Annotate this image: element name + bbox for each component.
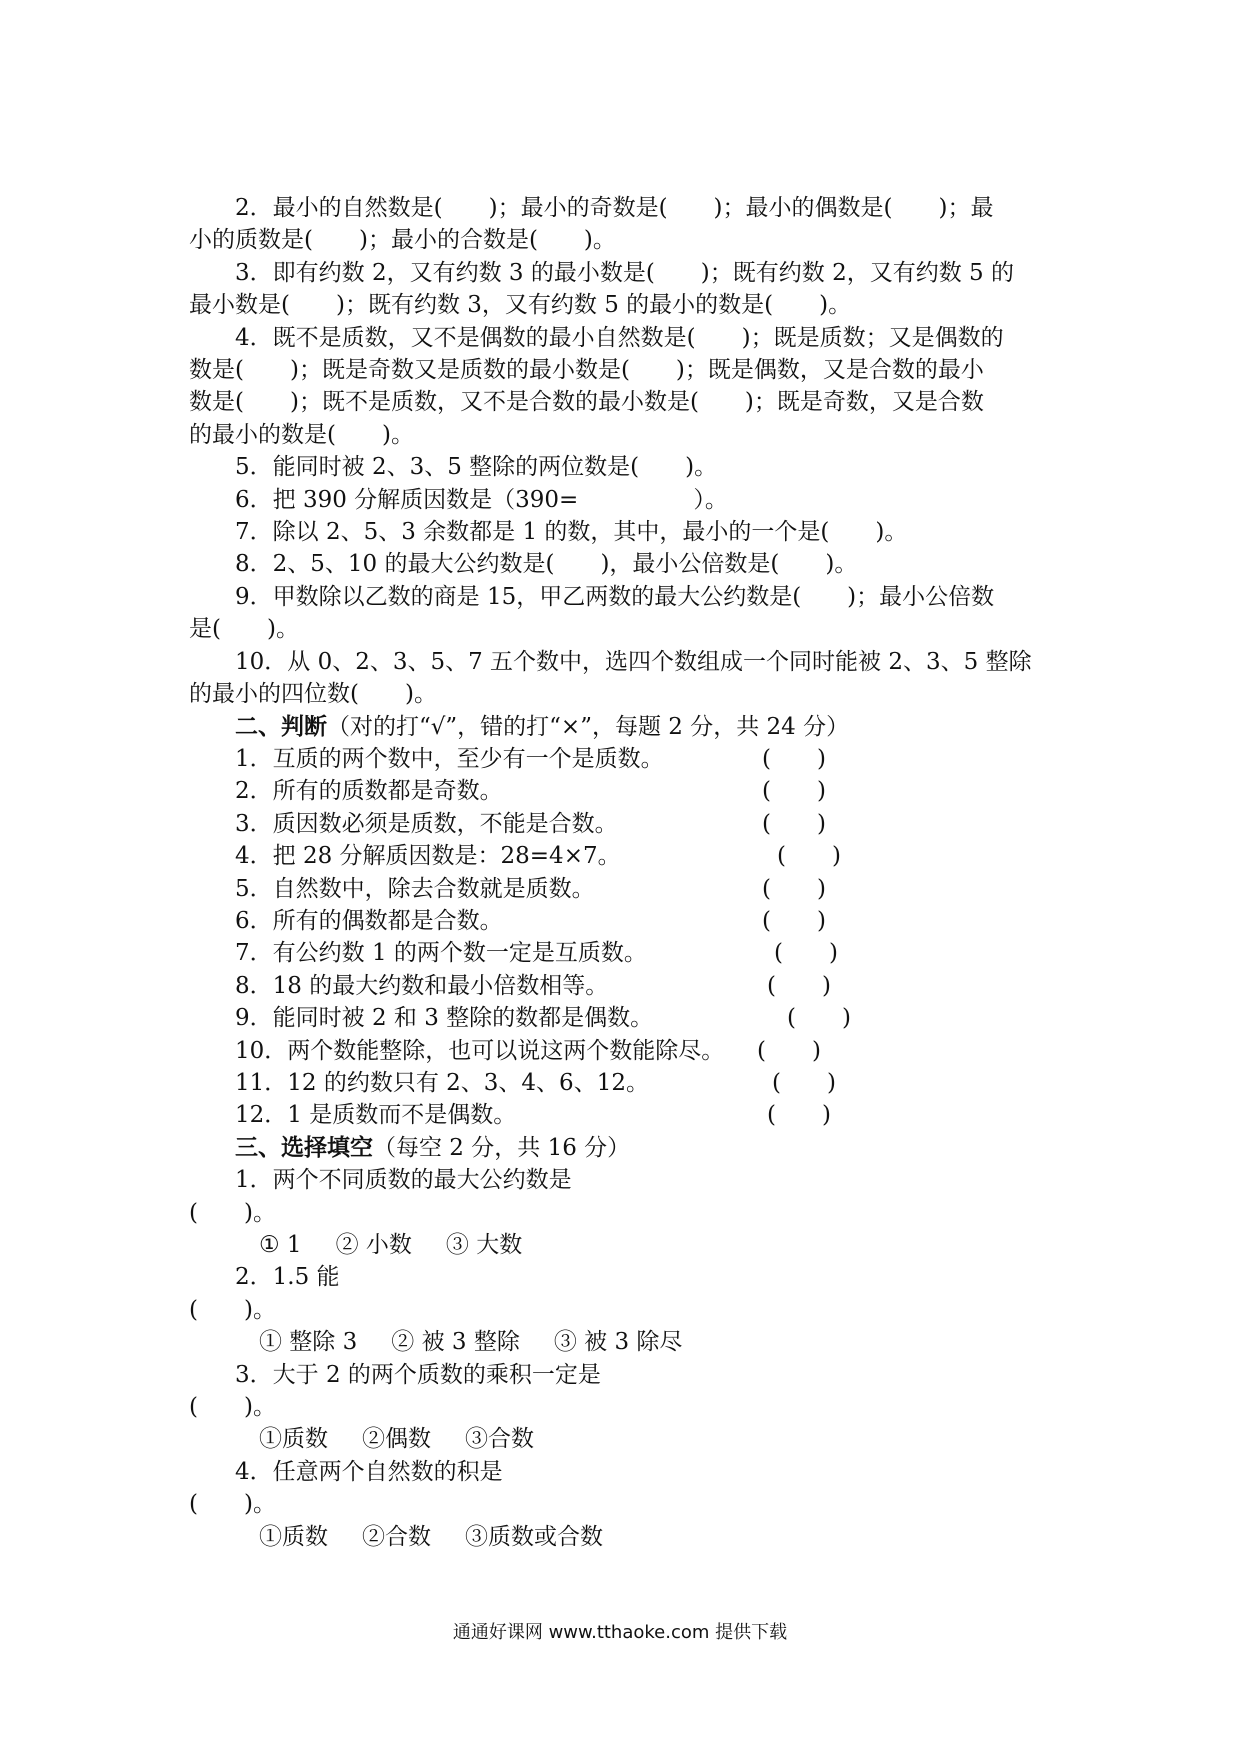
judge-item-text: 1．互质的两个数中，至少有一个是质数。 — [235, 745, 664, 772]
judge-item — [189, 1035, 1059, 1067]
question-line: 2．最小的自然数是( )；最小的奇数是( )；最小的偶数是( )；最 — [235, 195, 994, 221]
page-footer: 通通好课网 www.tthaoke.com 提供下载 — [452, 1622, 788, 1643]
choice-question-1 — [189, 1164, 1059, 1261]
choice-stem: 4．任意两个自然数的积是 — [235, 1458, 503, 1485]
choice-option: ③ 大数 — [445, 1232, 523, 1258]
fill-question-6: 6．把 390 分解质因数是（390= ）。 — [235, 486, 728, 513]
question-line: 10．从 0、2、3、5、7 五个数中，选四个数组成一个同时能被 2、3、5 整除 — [235, 648, 1032, 675]
fill-question-4 — [189, 322, 1059, 452]
judge-item-text: 2．所有的质数都是奇数。 — [235, 778, 503, 805]
judge-item — [189, 1067, 1059, 1099]
question-line: 9．甲数除以乙数的商是 15，甲乙两数的最大公约数是( )；最小公倍数 — [235, 583, 995, 610]
choice-option: ②合数 — [362, 1523, 431, 1550]
judge-item-text: 10．两个数能整除，也可以说这两个数能除尽。 — [235, 1037, 725, 1064]
fill-question-8: 8．2、5、10 的最大公约数是( )，最小公倍数是( )。 — [235, 551, 858, 578]
question-line: 是( )。 — [189, 616, 299, 643]
judge-item-text: 7．有公约数 1 的两个数一定是互质数。 — [235, 940, 647, 967]
judge-list — [189, 743, 1059, 1132]
choice-option: ② 被 3 整除 — [391, 1329, 520, 1356]
choice-section-heading — [189, 1132, 1059, 1164]
choice-option: ①质数 — [259, 1426, 328, 1453]
fill-question-2 — [189, 192, 1059, 257]
answer-blank: ( ) — [762, 907, 826, 934]
worksheet-content — [189, 192, 1059, 1553]
judge-heading-title: 二、判断 — [235, 713, 327, 740]
choice-option: ① 1 — [259, 1232, 302, 1258]
judge-section-heading — [189, 711, 1059, 743]
choice-option: ①质数 — [259, 1523, 328, 1550]
judge-item-text: 8．18 的最大约数和最小倍数相等。 — [235, 972, 609, 999]
question-line: 最小数是( )；既有约数 3，又有约数 5 的最小的数是( )。 — [189, 292, 852, 319]
question-line: 3．即有约数 2，又有约数 3 的最小数是( )；既有约数 2，又有约数 5 的 — [235, 259, 1014, 286]
judge-item — [189, 905, 1059, 937]
choice-question-4 — [189, 1456, 1059, 1553]
choice-option: ① 整除 3 — [259, 1329, 358, 1356]
question-line: 的最小的数是( )。 — [189, 421, 414, 448]
question-line: 数是( )；既不是质数，又不是合数的最小数是( )；既是奇数，又是合数 — [189, 389, 984, 416]
answer-blank: ( ) — [762, 810, 826, 837]
answer-blank: ( ) — [772, 1069, 836, 1096]
judge-heading-note: （对的打“√”，错的打“×”，每题 2 分，共 24 分） — [327, 713, 850, 740]
answer-blank: ( ) — [767, 972, 831, 999]
question-line: 小的质数是( )；最小的合数是( )。 — [189, 227, 616, 254]
judge-item — [189, 840, 1059, 872]
judge-item-text: 11．12 的约数只有 2、3、4、6、12。 — [235, 1069, 649, 1096]
judge-item-text: 5．自然数中，除去合数就是质数。 — [235, 875, 595, 902]
judge-item — [189, 743, 1059, 775]
choice-stem: 2．1.5 能 — [235, 1264, 340, 1291]
answer-blank: ( )。 — [189, 1296, 276, 1323]
choice-question-3 — [189, 1359, 1059, 1456]
choice-options — [189, 1326, 1059, 1358]
choice-option: ③质数或合数 — [465, 1523, 603, 1550]
question-line: 数是( )；既是奇数又是质数的最小数是( )；既是偶数，又是合数的最小 — [189, 357, 984, 384]
judge-item — [189, 775, 1059, 807]
question-line: 的最小的四位数( )。 — [189, 681, 437, 708]
choice-heading-note: （每空 2 分，共 16 分） — [373, 1134, 631, 1161]
fill-question-9 — [189, 581, 1059, 646]
choice-options — [189, 1521, 1059, 1553]
choice-options — [189, 1229, 1059, 1261]
answer-blank: ( ) — [757, 1037, 821, 1064]
judge-item — [189, 873, 1059, 905]
judge-item — [189, 1002, 1059, 1034]
answer-blank: ( ) — [762, 875, 826, 902]
answer-blank: ( ) — [762, 745, 826, 772]
judge-item-text: 9．能同时被 2 和 3 整除的数都是偶数。 — [235, 1005, 654, 1032]
fill-question-7: 7．除以 2、5、3 余数都是 1 的数，其中，最小的一个是( )。 — [235, 519, 908, 546]
fill-question-5: 5．能同时被 2、3、5 整除的两位数是( )。 — [235, 454, 718, 481]
choice-question-2 — [189, 1261, 1059, 1358]
judge-item-text: 6．所有的偶数都是合数。 — [235, 907, 503, 934]
choice-option: ②偶数 — [362, 1426, 431, 1453]
answer-blank: ( ) — [787, 1005, 851, 1032]
answer-blank: ( )。 — [189, 1491, 276, 1518]
judge-item — [189, 808, 1059, 840]
answer-blank: ( ) — [774, 940, 838, 967]
fill-question-3 — [189, 257, 1059, 322]
answer-blank: ( )。 — [189, 1199, 276, 1226]
choice-heading-title: 三、选择填空 — [235, 1134, 373, 1161]
choice-stem: 1．两个不同质数的最大公约数是 — [235, 1167, 572, 1194]
choice-option: ② 小数 — [335, 1232, 412, 1258]
fill-question-10 — [189, 646, 1059, 711]
judge-item — [189, 970, 1059, 1002]
judge-item — [189, 937, 1059, 969]
judge-item-text: 4．把 28 分解质因数是：28=4×7。 — [235, 843, 621, 870]
judge-item-text: 3．质因数必须是质数，不能是合数。 — [235, 810, 618, 837]
answer-blank: ( ) — [777, 843, 841, 870]
choice-stem: 3．大于 2 的两个质数的乘积一定是 — [235, 1361, 601, 1388]
answer-blank: ( )。 — [189, 1394, 276, 1421]
answer-blank: ( ) — [762, 778, 826, 805]
choice-option: ③ 被 3 除尽 — [553, 1329, 683, 1356]
judge-item — [189, 1099, 1059, 1131]
choice-option: ③合数 — [465, 1426, 534, 1453]
choice-options — [189, 1423, 1059, 1455]
question-line: 4．既不是质数，又不是偶数的最小自然数是( )；既是质数；又是偶数的 — [235, 324, 1004, 351]
answer-blank: ( ) — [767, 1102, 831, 1129]
judge-item-text: 12．1 是质数而不是偶数。 — [235, 1102, 517, 1129]
